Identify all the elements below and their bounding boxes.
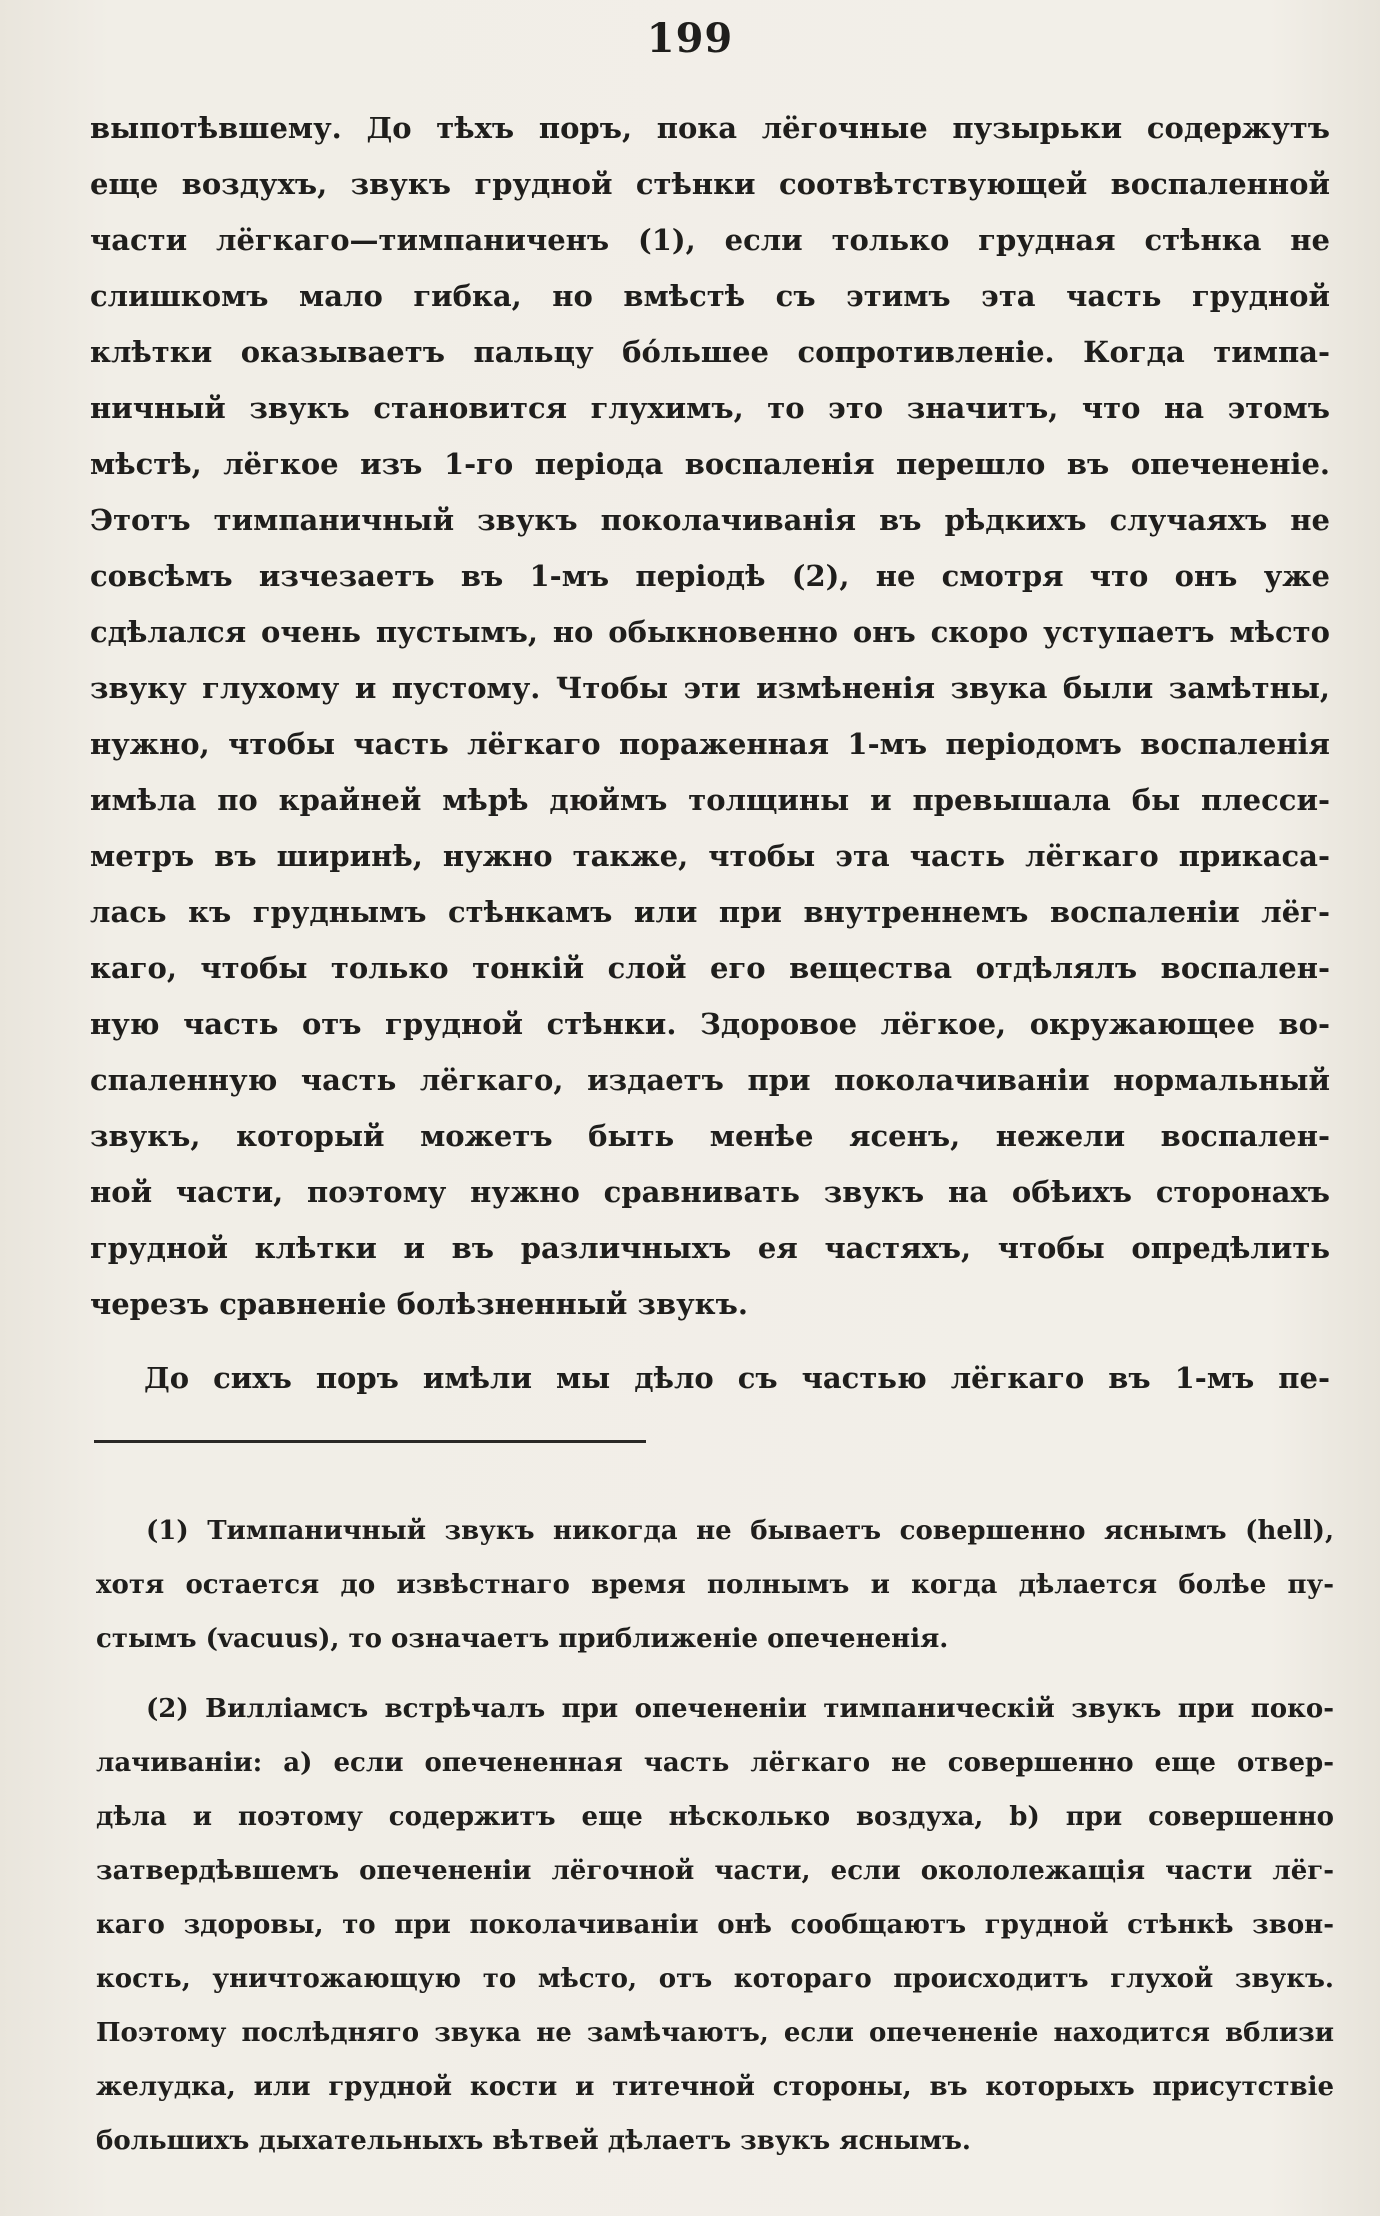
- footnotes: [96, 1504, 1334, 2168]
- text-line: звуку глухому и пустому. Чтобы эти измѣненія звука были замѣтны,: [90, 671, 1330, 705]
- text-line: выпотѣвшему. До тѣхъ поръ, пока лёгочные пузырьки содержутъ: [90, 111, 1330, 145]
- text-line: клѣтки оказываетъ пальцу бóльшее сопротивленіе. Когда тимпа-: [90, 335, 1330, 369]
- footnote-line: хотя остается до извѣстнаго время полнымъ и когда дѣлается болѣе пу-: [96, 1570, 1334, 1600]
- text-line: черезъ сравненіе болѣзненный звукъ.: [90, 1287, 748, 1321]
- footnote-line: желудка, или грудной кости и титечной стороны, въ которыхъ присутствіе: [96, 2072, 1334, 2102]
- text-line: имѣла по крайней мѣрѣ дюймъ толщины и превышала бы плесси-: [90, 783, 1330, 817]
- footnote-line: кость, уничтожающую то мѣсто, отъ котораго происходитъ глухой звукъ.: [96, 1964, 1334, 1994]
- footnote-line: стымъ (vacuus), то означаетъ приближеніе опечененія.: [96, 1624, 949, 1654]
- text-line: ной части, поэтому нужно сравнивать звукъ на обѣихъ сторонахъ: [90, 1175, 1330, 1209]
- paragraph-1: [90, 100, 1330, 1332]
- footnote-line: лачиваніи: а) если опечененная часть лёгкаго не совершенно еще отвер-: [96, 1748, 1334, 1778]
- paragraph-2: [90, 1350, 1330, 1406]
- text-line: До сихъ поръ имѣли мы дѣло съ частью лёгкаго въ 1-мъ пе-: [144, 1361, 1330, 1395]
- footnote-2: [96, 1682, 1334, 2168]
- text-line: совсѣмъ изчезаетъ въ 1-мъ періодѣ (2), не смотря что онъ уже: [90, 559, 1330, 593]
- text-line: еще воздухъ, звукъ грудной стѣнки соотвѣтствующей воспаленной: [90, 167, 1330, 201]
- page-number: 199: [646, 15, 734, 62]
- text-line: лась къ груднымъ стѣнкамъ или при внутреннемъ воспаленіи лёг-: [90, 895, 1330, 929]
- text-line: сдѣлался очень пустымъ, но обыкновенно онъ скоро уступаетъ мѣсто: [90, 615, 1330, 649]
- text-line: спаленную часть лёгкаго, издаетъ при поколачиваніи нормальный: [90, 1063, 1330, 1097]
- footnote-line: дѣла и поэтому содержитъ еще нѣсколько воздуха, b) при совершенно: [96, 1802, 1334, 1832]
- text-line: мѣстѣ, лёгкое изъ 1-го періода воспаленія перешло въ опечененіе.: [90, 447, 1330, 481]
- text-line: ную часть отъ грудной стѣнки. Здоровое лёгкое, окружающее во-: [90, 1007, 1330, 1041]
- footnote-separator: [94, 1440, 646, 1443]
- text-line: слишкомъ мало гибка, но вмѣстѣ съ этимъ эта часть грудной: [90, 279, 1330, 313]
- footnote-line: Поэтому послѣдняго звука не замѣчаютъ, если опечененіе находится вблизи: [96, 2018, 1334, 2048]
- text-line: каго, чтобы только тонкій слой его вещества отдѣлялъ воспален-: [90, 951, 1330, 985]
- footnote-line: затвердѣвшемъ опечененіи лёгочной части, если окололежащія части лёг-: [96, 1856, 1334, 1886]
- text-line: грудной клѣтки и въ различныхъ ея частяхъ, чтобы опредѣлить: [90, 1231, 1330, 1265]
- footnote-1: [96, 1504, 1334, 1666]
- text-line: нужно, чтобы часть лёгкаго пораженная 1-мъ періодомъ воспаленія: [90, 727, 1330, 761]
- text-line: Этотъ тимпаничный звукъ поколачиванія въ рѣдкихъ случаяхъ не: [90, 503, 1330, 537]
- text-line: ничный звукъ становится глухимъ, то это значитъ, что на этомъ: [90, 391, 1330, 425]
- footnote-line: большихъ дыхательныхъ вѣтвей дѣлаетъ звукъ яснымъ.: [96, 2126, 971, 2156]
- footnote-line: каго здоровы, то при поколачиваніи онѣ сообщаютъ грудной стѣнкѣ звон-: [96, 1910, 1334, 1940]
- text-line: части лёгкаго—тимпаниченъ (1), если только грудная стѣнка не: [90, 223, 1330, 257]
- text-line: звукъ, который можетъ быть менѣе ясенъ, нежели воспален-: [90, 1119, 1330, 1153]
- footnote-line: (1) Тимпаничный звукъ никогда не бываетъ совершенно яснымъ (hell),: [146, 1516, 1334, 1546]
- main-text: [90, 100, 1330, 1406]
- footnote-line: (2) Вилліамсъ встрѣчалъ при опечененіи тимпаническій звукъ при поко-: [146, 1694, 1334, 1724]
- text-line: метръ въ ширинѣ, нужно также, чтобы эта часть лёгкаго прикаса-: [90, 839, 1330, 873]
